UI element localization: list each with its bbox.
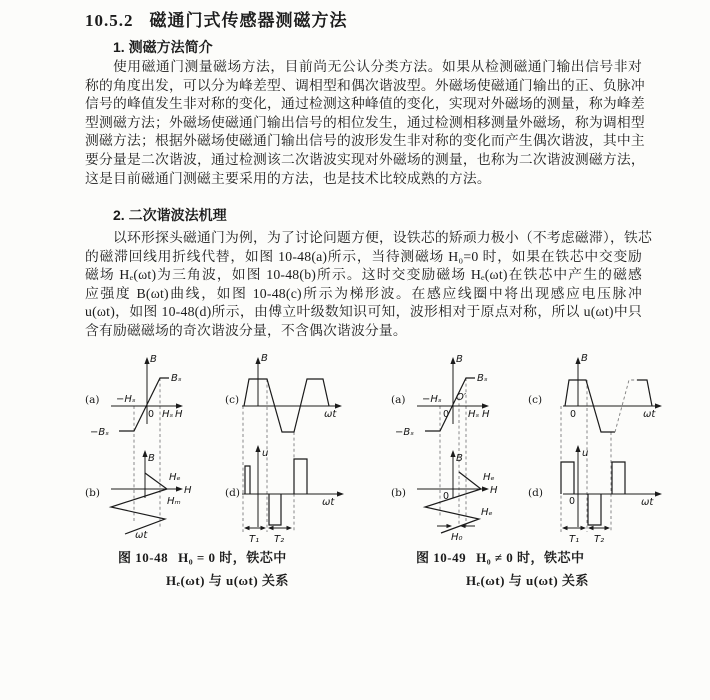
body-line: 测磁方法；根据外磁场使磁通门输出信号的波形发生非对称的变化而产生偶次谐波，其中主 — [85, 133, 645, 149]
he-label: Hₑ — [483, 472, 495, 483]
subsection-1-heading: 1. 测磁方法简介 — [113, 39, 213, 55]
panel-a-label: (a) — [85, 394, 100, 406]
subplot-d-pulses — [528, 445, 662, 545]
voltage-pulse-positive-2 — [612, 462, 625, 494]
voltage-pulse-positive-1 — [561, 462, 574, 494]
voltage-pulse-negative — [269, 494, 281, 525]
origin-label: 0 — [570, 409, 577, 420]
caption-text: Hₑ(ωt) 与 u(ωt) 关系 — [166, 573, 289, 588]
neg-hs-label: −Hₛ — [116, 394, 136, 405]
paragraph-1 — [85, 58, 645, 188]
figure-10-48-caption-line2 — [166, 570, 289, 589]
caption-text: H₀ = 0 时，铁芯中 — [178, 550, 287, 565]
o-prime-label: O′ — [456, 392, 467, 403]
flux-wave-solid-2 — [637, 380, 652, 406]
h-axis-label: H — [482, 409, 490, 420]
body-line: 磁场 Hₑ(ωt)为三角波，如图 10-48(b)所示。这时交变励磁场 Hₑ(ωt)在铁芯中产生的磁感 — [85, 267, 642, 283]
subplot-c-flux — [528, 353, 662, 432]
subplot-a-hysteresis — [391, 354, 490, 438]
origin-label: 0 — [443, 409, 450, 420]
neg-hs-label: −Hₛ — [422, 394, 442, 405]
figure-10-48 — [85, 346, 375, 551]
neg-bs-label: −Bₛ — [395, 427, 414, 438]
b-axis-label: B — [150, 354, 157, 365]
section-heading — [85, 6, 348, 31]
b-axis-label: B — [581, 353, 588, 364]
voltage-pulse-positive-1 — [245, 466, 250, 494]
bs-label: Bₛ — [477, 373, 488, 384]
caption-text: H₀ ≠ 0 时，铁芯中 — [476, 550, 585, 565]
subplot-b-excitation — [391, 450, 498, 543]
subplot-b-excitation — [85, 450, 192, 541]
figure-10-49-caption-line1 — [416, 547, 585, 566]
panel-c-label: (c) — [528, 394, 543, 406]
he-lower-label: Hₑ — [481, 507, 493, 518]
voltage-pulse-negative — [588, 494, 601, 525]
body-line: 这是目前磁通门测磁主要采用的方法，也是技术比较成熟的方法。 — [85, 170, 491, 186]
wt-label: ωt — [135, 530, 148, 541]
h-axis-label: H — [184, 485, 192, 496]
figure-10-49 — [373, 346, 663, 551]
body-line: 应强度 B(ωt)曲线，如图 10-48(c)所示为梯形波。在感应线圈中将出现感应电压脉冲 — [85, 285, 642, 301]
b-axis-label: B — [456, 453, 463, 464]
panel-c-label: (c) — [225, 394, 240, 406]
body-line: 以环形探头磁通门为例，为了讨论问题方便，设铁芯的矫顽力极小（不考虑磁滞），铁芯 — [113, 230, 652, 245]
body-line: 称的角度出发，可以分为峰差型、调相型和偶次谐波型。外磁场使磁通门输出的正、负脉冲 — [85, 77, 645, 93]
neg-bs-label: −Bₛ — [90, 427, 109, 438]
caption-text: Hₑ(ωt) 与 u(ωt) 关系 — [466, 573, 589, 588]
wt-label: ωt — [641, 497, 654, 508]
panel-d-label: (d) — [225, 487, 240, 499]
section-number: 10.5.2 — [85, 11, 134, 30]
voltage-pulse-positive-2 — [294, 459, 307, 494]
paragraph-2 — [85, 229, 652, 341]
hs-label: Hₛ — [162, 409, 174, 420]
panel-b-label: (b) — [85, 487, 100, 499]
panel-a-label: (a) — [391, 394, 406, 406]
he-label: Hₑ — [169, 472, 181, 483]
body-line: 使用磁通门测量磁场方法，目前尚无公认分类方法。如果从检测磁通门输出信号非对 — [113, 59, 642, 74]
t2-label: T₂ — [274, 534, 285, 545]
figure-number: 图 10-49 — [416, 550, 467, 565]
body-line: 的磁滞回线用折线代替，如图 10-48(a)所示，当待测磁场 H₀=0 时，如果在铁芯中交变励 — [85, 248, 642, 264]
body-line: 型测磁方法；外磁场使磁通门输出信号的相位发生，通过检测相移测量外磁场，称为调相型 — [85, 114, 645, 130]
body-line: 信号的峰值发生非对称的变化，通过检测这种峰值的变化，实现对外磁场的测量，称为峰差 — [85, 96, 645, 112]
body-line: 要分量是二次谐波，通过检测该二次谐波实现对外磁场的测量，也称为二次谐波测磁方法， — [85, 151, 645, 167]
hs-label: Hₛ — [468, 409, 480, 420]
wt-label: ωt — [643, 409, 656, 420]
panel-b-label: (b) — [391, 487, 406, 499]
origin-label: 0 — [148, 409, 155, 420]
bs-label: Bₛ — [171, 373, 182, 384]
t1-label: T₁ — [249, 534, 260, 545]
t1-label: T₁ — [569, 534, 580, 545]
b-axis-label: B — [148, 453, 155, 464]
b-axis-label: B — [456, 354, 463, 365]
panel-d-label: (d) — [528, 487, 543, 499]
t2-label: T₂ — [594, 534, 605, 545]
h-axis-label: H — [490, 485, 498, 496]
u-axis-label: u — [582, 448, 589, 459]
section-title: 磁通门式传感器测磁方法 — [149, 11, 348, 30]
origin-label: 0 — [569, 496, 576, 507]
origin-label: 0 — [443, 491, 450, 502]
figure-number: 图 10-48 — [118, 550, 169, 565]
wt-label: ωt — [324, 409, 337, 420]
b-axis-label: B — [261, 353, 268, 364]
subsection-2-heading: 2. 二次谐波法机理 — [113, 207, 227, 223]
excitation-wave — [111, 473, 167, 534]
hm-label: Hₘ — [167, 496, 181, 507]
figure-10-48-caption-line1 — [118, 547, 287, 566]
wt-label: ωt — [322, 497, 335, 508]
figure-10-49-caption-line2 — [466, 570, 589, 589]
body-line: u(ωt)，如图 10-48(d)所示，由傅立叶级数知识可知，波形相对于原点对称，所以 u(ωt)中只 — [85, 304, 642, 320]
u-axis-label: u — [262, 448, 269, 459]
dashed-guides — [134, 378, 294, 532]
body-line: 含有励磁磁场的奇次谐波分量，不含偶次谐波分量。 — [85, 322, 407, 338]
h0-offset-label: H₀ — [451, 532, 463, 543]
h-axis-label: H — [175, 409, 183, 420]
